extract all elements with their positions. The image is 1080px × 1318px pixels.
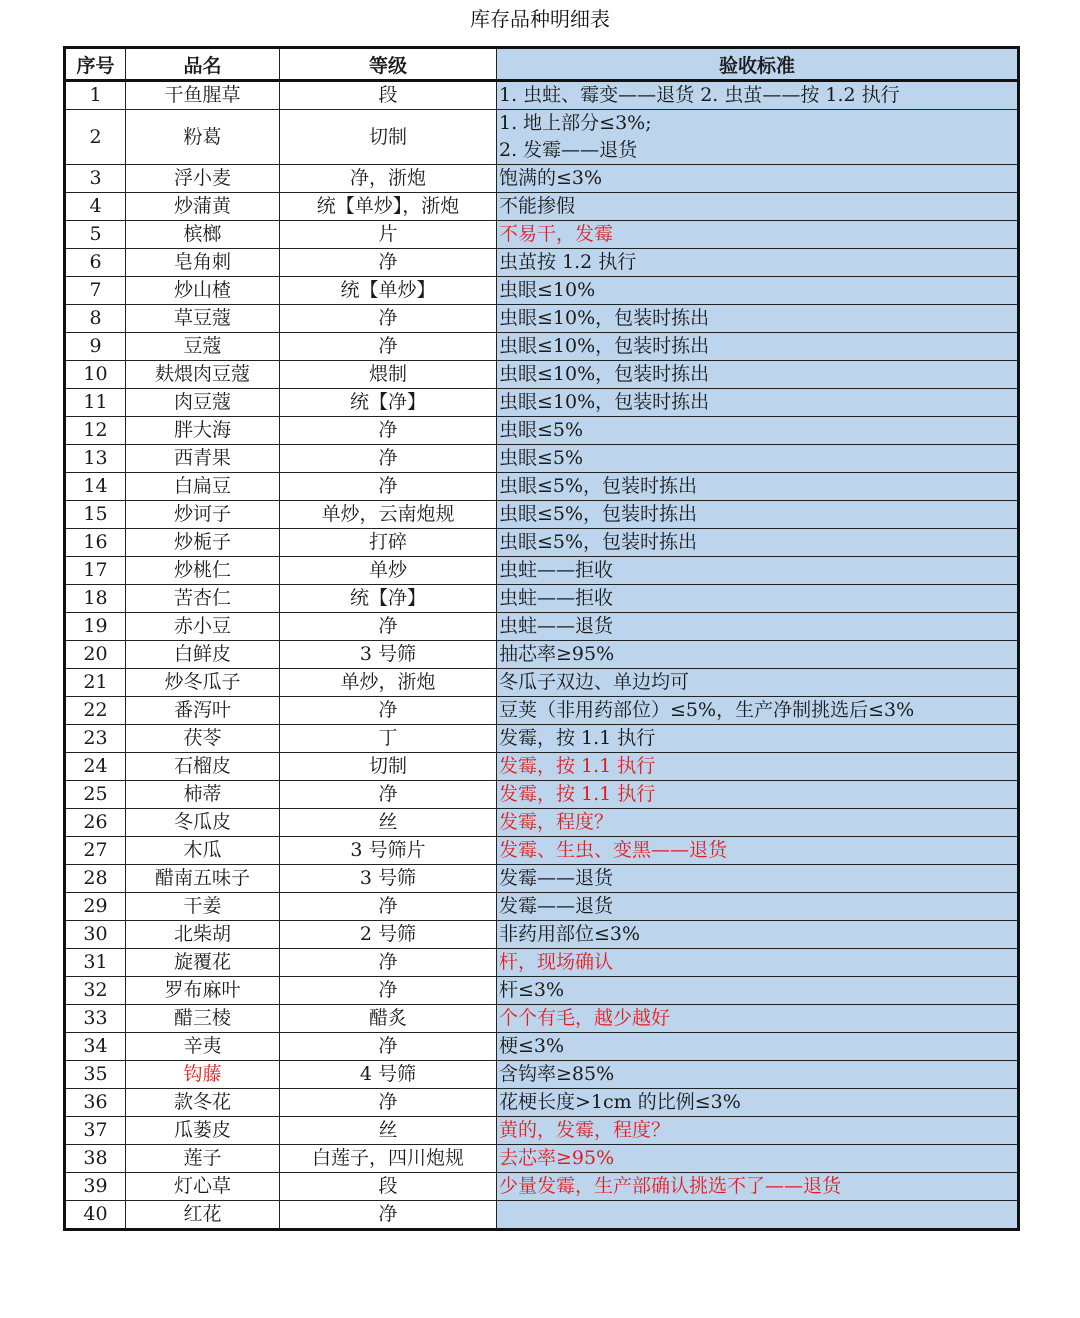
cell-index: 14 — [65, 473, 126, 501]
cell-grade: 净 — [280, 977, 497, 1005]
standard-line: 发霉，程度？ — [499, 811, 614, 833]
table-row — [65, 1201, 1019, 1230]
standard-line: 抽芯率≥95% — [499, 643, 615, 665]
cell-grade: 单炒，浙炮 — [280, 669, 497, 697]
cell-name: 灯心草 — [126, 1173, 280, 1201]
cell-index: 20 — [65, 641, 126, 669]
standard-line: 虫眼≤5% — [499, 419, 584, 441]
cell-index: 10 — [65, 361, 126, 389]
inventory-table — [63, 46, 1020, 1231]
standard-line: 发霉，按 1.1 执行 — [499, 727, 656, 749]
standard-line: 虫蛀——拒收 — [499, 559, 614, 581]
cell-standard — [497, 165, 1019, 193]
standard-line: 花梗长度>1cm 的比例≤3% — [499, 1091, 741, 1113]
cell-name: 皂角刺 — [126, 249, 280, 277]
cell-name: 炒蒲黄 — [126, 193, 280, 221]
standard-line: 虫眼≤5% — [499, 447, 584, 469]
cell-grade: 单炒 — [280, 557, 497, 585]
cell-name: 北柴胡 — [126, 921, 280, 949]
standard-line: 发霉，按 1.1 执行 — [499, 783, 656, 805]
cell-standard — [497, 333, 1019, 361]
cell-index: 37 — [65, 1117, 126, 1145]
cell-grade: 段 — [280, 81, 497, 110]
cell-name: 醋南五味子 — [126, 865, 280, 893]
table-row — [65, 1005, 1019, 1033]
cell-grade: 2 号筛 — [280, 921, 497, 949]
standard-line: 去芯率≥95% — [499, 1147, 615, 1169]
cell-index: 1 — [65, 81, 126, 110]
table-row — [65, 249, 1019, 277]
standard-line: 虫蛀——退货 — [499, 615, 614, 637]
cell-standard — [497, 809, 1019, 837]
cell-index: 25 — [65, 781, 126, 809]
table-body — [65, 81, 1019, 1230]
table-row — [65, 1173, 1019, 1201]
cell-name: 胖大海 — [126, 417, 280, 445]
table-row — [65, 921, 1019, 949]
cell-grade: 净 — [280, 333, 497, 361]
standard-line: 发霉——退货 — [499, 867, 614, 889]
table-row — [65, 753, 1019, 781]
standard-line: 冬瓜子双边、单边均可 — [499, 671, 690, 693]
cell-index: 4 — [65, 193, 126, 221]
cell-name: 莲子 — [126, 1145, 280, 1173]
table-row — [65, 949, 1019, 977]
cell-grade: 丝 — [280, 1117, 497, 1145]
cell-standard — [497, 837, 1019, 865]
cell-grade: 丝 — [280, 809, 497, 837]
table-row — [65, 277, 1019, 305]
cell-index: 34 — [65, 1033, 126, 1061]
cell-index: 30 — [65, 921, 126, 949]
cell-name: 炒冬瓜子 — [126, 669, 280, 697]
cell-index: 33 — [65, 1005, 126, 1033]
cell-grade: 醋炙 — [280, 1005, 497, 1033]
standard-line: 饱满的≤3% — [499, 167, 603, 189]
table-row — [65, 193, 1019, 221]
table-row — [65, 837, 1019, 865]
cell-standard — [497, 921, 1019, 949]
cell-name: 赤小豆 — [126, 613, 280, 641]
cell-grade: 净 — [280, 949, 497, 977]
standard-line: 1. 地上部分≤3%; — [499, 112, 652, 134]
table-row — [65, 893, 1019, 921]
cell-index: 16 — [65, 529, 126, 557]
cell-grade: 净 — [280, 445, 497, 473]
cell-grade: 统【净】 — [280, 389, 497, 417]
cell-name: 钩藤 — [126, 1061, 280, 1089]
cell-grade: 单炒，云南炮规 — [280, 501, 497, 529]
cell-grade: 净 — [280, 781, 497, 809]
cell-name: 豆蔻 — [126, 333, 280, 361]
table-row — [65, 81, 1019, 110]
cell-name: 苦杏仁 — [126, 585, 280, 613]
table-row — [65, 1089, 1019, 1117]
standard-line: 发霉、生虫、变黑——退货 — [499, 839, 728, 861]
cell-index: 12 — [65, 417, 126, 445]
standard-line: 虫眼≤10%，包装时拣出 — [499, 335, 710, 357]
cell-index: 32 — [65, 977, 126, 1005]
cell-index: 31 — [65, 949, 126, 977]
cell-name: 罗布麻叶 — [126, 977, 280, 1005]
cell-name: 木瓜 — [126, 837, 280, 865]
table-row — [65, 1033, 1019, 1061]
header-row — [65, 48, 1019, 81]
standard-line: 杆≤3% — [499, 979, 565, 1001]
cell-standard — [497, 81, 1019, 110]
table-row — [65, 585, 1019, 613]
cell-name: 醋三棱 — [126, 1005, 280, 1033]
header-name: 品名 — [126, 48, 280, 81]
cell-grade: 净 — [280, 305, 497, 333]
standard-line: 不易干，发霉 — [499, 223, 614, 245]
table-row — [65, 557, 1019, 585]
table-row — [65, 641, 1019, 669]
cell-standard — [497, 1033, 1019, 1061]
standard-line: 含钩率≥85% — [499, 1063, 615, 1085]
cell-name: 麸煨肉豆蔻 — [126, 361, 280, 389]
cell-index: 39 — [65, 1173, 126, 1201]
cell-name: 瓜蒌皮 — [126, 1117, 280, 1145]
cell-name: 柿蒂 — [126, 781, 280, 809]
cell-standard — [497, 277, 1019, 305]
cell-index: 6 — [65, 249, 126, 277]
standard-line: 虫眼≤10%，包装时拣出 — [499, 307, 710, 329]
cell-standard — [497, 501, 1019, 529]
cell-standard — [497, 445, 1019, 473]
standard-line: 虫眼≤10%，包装时拣出 — [499, 363, 710, 385]
table-row — [65, 865, 1019, 893]
cell-grade: 统【净】 — [280, 585, 497, 613]
cell-standard — [497, 193, 1019, 221]
cell-standard — [497, 1201, 1019, 1230]
table-row — [65, 417, 1019, 445]
cell-index: 11 — [65, 389, 126, 417]
table-row — [65, 725, 1019, 753]
cell-standard — [497, 613, 1019, 641]
standard-line: 1. 虫蛀、霉变——退货 2. 虫茧——按 1.2 执行 — [499, 84, 900, 106]
cell-index: 40 — [65, 1201, 126, 1230]
cell-index: 3 — [65, 165, 126, 193]
header-index: 序号 — [65, 48, 126, 81]
standard-line: 发霉——退货 — [499, 895, 614, 917]
cell-grade: 片 — [280, 221, 497, 249]
cell-grade: 切制 — [280, 110, 497, 165]
standard-line: 不能掺假 — [499, 195, 576, 217]
cell-index: 13 — [65, 445, 126, 473]
standard-line: 虫眼≤5%，包装时拣出 — [499, 475, 698, 497]
table-row — [65, 781, 1019, 809]
cell-name: 番泻叶 — [126, 697, 280, 725]
cell-name: 炒山楂 — [126, 277, 280, 305]
cell-grade: 白莲子，四川炮规 — [280, 1145, 497, 1173]
standard-line: 虫茧按 1.2 执行 — [499, 251, 637, 273]
cell-index: 9 — [65, 333, 126, 361]
cell-standard — [497, 110, 1019, 165]
cell-index: 22 — [65, 697, 126, 725]
table-row — [65, 333, 1019, 361]
cell-name: 槟榔 — [126, 221, 280, 249]
table-row — [65, 110, 1019, 165]
standard-line: 虫眼≤10% — [499, 279, 596, 301]
cell-name: 白扁豆 — [126, 473, 280, 501]
cell-standard — [497, 305, 1019, 333]
cell-grade: 3 号筛 — [280, 865, 497, 893]
cell-index: 5 — [65, 221, 126, 249]
cell-name: 草豆蔻 — [126, 305, 280, 333]
standard-line: 少量发霉，生产部确认挑选不了——退货 — [499, 1175, 842, 1197]
cell-name: 白鲜皮 — [126, 641, 280, 669]
cell-grade: 净，浙炮 — [280, 165, 497, 193]
standard-line: 个个有毛，越少越好 — [499, 1007, 671, 1029]
cell-name: 肉豆蔻 — [126, 389, 280, 417]
document-title: 库存品种明细表 — [470, 7, 610, 31]
cell-grade: 净 — [280, 473, 497, 501]
cell-standard — [497, 1117, 1019, 1145]
cell-grade: 净 — [280, 1033, 497, 1061]
table-row — [65, 529, 1019, 557]
cell-standard — [497, 557, 1019, 585]
cell-index: 17 — [65, 557, 126, 585]
cell-standard — [497, 1173, 1019, 1201]
cell-index: 19 — [65, 613, 126, 641]
header-standard: 验收标准 — [497, 48, 1019, 81]
cell-index: 18 — [65, 585, 126, 613]
cell-standard — [497, 221, 1019, 249]
cell-grade: 净 — [280, 613, 497, 641]
table-row — [65, 445, 1019, 473]
cell-name: 炒栀子 — [126, 529, 280, 557]
cell-name: 粉葛 — [126, 110, 280, 165]
cell-index: 24 — [65, 753, 126, 781]
cell-standard — [497, 977, 1019, 1005]
cell-name: 干姜 — [126, 893, 280, 921]
table-row — [65, 977, 1019, 1005]
cell-name: 石榴皮 — [126, 753, 280, 781]
table-row — [65, 389, 1019, 417]
cell-name: 旋覆花 — [126, 949, 280, 977]
cell-name: 干鱼腥草 — [126, 81, 280, 110]
cell-standard — [497, 389, 1019, 417]
cell-index: 23 — [65, 725, 126, 753]
standard-line: 虫眼≤5%，包装时拣出 — [499, 531, 698, 553]
cell-grade: 4 号筛 — [280, 1061, 497, 1089]
cell-name: 西青果 — [126, 445, 280, 473]
table-row — [65, 1145, 1019, 1173]
cell-standard — [497, 641, 1019, 669]
cell-index: 35 — [65, 1061, 126, 1089]
cell-grade: 净 — [280, 417, 497, 445]
standard-line: 发霉，按 1.1 执行 — [499, 755, 656, 777]
cell-index: 15 — [65, 501, 126, 529]
cell-grade: 打碎 — [280, 529, 497, 557]
table-row — [65, 305, 1019, 333]
cell-name: 茯苓 — [126, 725, 280, 753]
cell-index: 2 — [65, 110, 126, 165]
cell-standard — [497, 893, 1019, 921]
cell-standard — [497, 1061, 1019, 1089]
cell-standard — [497, 1089, 1019, 1117]
cell-standard — [497, 1145, 1019, 1173]
table-row — [65, 221, 1019, 249]
cell-standard — [497, 865, 1019, 893]
cell-index: 27 — [65, 837, 126, 865]
cell-grade: 净 — [280, 249, 497, 277]
cell-name: 款冬花 — [126, 1089, 280, 1117]
standard-line: 黄的，发霉，程度？ — [499, 1119, 671, 1141]
table-row — [65, 473, 1019, 501]
table-row — [65, 669, 1019, 697]
table-row — [65, 697, 1019, 725]
cell-standard — [497, 1005, 1019, 1033]
table-row — [65, 165, 1019, 193]
standard-line: 豆荚（非用药部位）≤5%，生产净制挑选后≤3% — [499, 699, 915, 721]
cell-standard — [497, 697, 1019, 725]
header-grade: 等级 — [280, 48, 497, 81]
cell-name: 冬瓜皮 — [126, 809, 280, 837]
cell-standard — [497, 417, 1019, 445]
cell-grade: 3 号筛 — [280, 641, 497, 669]
standard-line: 杆，现场确认 — [499, 951, 614, 973]
cell-grade: 煨制 — [280, 361, 497, 389]
table-row — [65, 1117, 1019, 1145]
cell-name: 浮小麦 — [126, 165, 280, 193]
cell-standard — [497, 753, 1019, 781]
cell-grade: 3 号筛片 — [280, 837, 497, 865]
cell-name: 红花 — [126, 1201, 280, 1230]
cell-standard — [497, 249, 1019, 277]
cell-standard — [497, 361, 1019, 389]
cell-standard — [497, 529, 1019, 557]
cell-grade: 丁 — [280, 725, 497, 753]
table-row — [65, 613, 1019, 641]
cell-name: 炒诃子 — [126, 501, 280, 529]
cell-name: 辛夷 — [126, 1033, 280, 1061]
cell-grade: 统【单炒】 — [280, 277, 497, 305]
cell-grade: 净 — [280, 893, 497, 921]
cell-grade: 净 — [280, 1089, 497, 1117]
cell-index: 28 — [65, 865, 126, 893]
cell-index: 29 — [65, 893, 126, 921]
standard-line: 虫眼≤10%，包装时拣出 — [499, 391, 710, 413]
table-row — [65, 501, 1019, 529]
cell-grade: 段 — [280, 1173, 497, 1201]
table-row — [65, 361, 1019, 389]
cell-standard — [497, 585, 1019, 613]
cell-index: 7 — [65, 277, 126, 305]
table-row — [65, 809, 1019, 837]
table-row — [65, 1061, 1019, 1089]
cell-standard — [497, 781, 1019, 809]
cell-index: 26 — [65, 809, 126, 837]
standard-line: 虫眼≤5%，包装时拣出 — [499, 503, 698, 525]
standard-line: 非药用部位≤3% — [499, 923, 641, 945]
cell-standard — [497, 949, 1019, 977]
cell-standard — [497, 669, 1019, 697]
cell-name: 炒桃仁 — [126, 557, 280, 585]
standard-line: 虫蛀——拒收 — [499, 587, 614, 609]
cell-index: 38 — [65, 1145, 126, 1173]
standard-line: 梗≤3% — [499, 1035, 565, 1057]
cell-standard — [497, 725, 1019, 753]
cell-grade: 净 — [280, 697, 497, 725]
cell-grade: 统【单炒】，浙炮 — [280, 193, 497, 221]
standard-line: 2. 发霉——退货 — [499, 139, 638, 161]
cell-standard — [497, 473, 1019, 501]
cell-index: 8 — [65, 305, 126, 333]
cell-index: 36 — [65, 1089, 126, 1117]
cell-index: 21 — [65, 669, 126, 697]
cell-grade: 切制 — [280, 753, 497, 781]
cell-grade: 净 — [280, 1201, 497, 1230]
